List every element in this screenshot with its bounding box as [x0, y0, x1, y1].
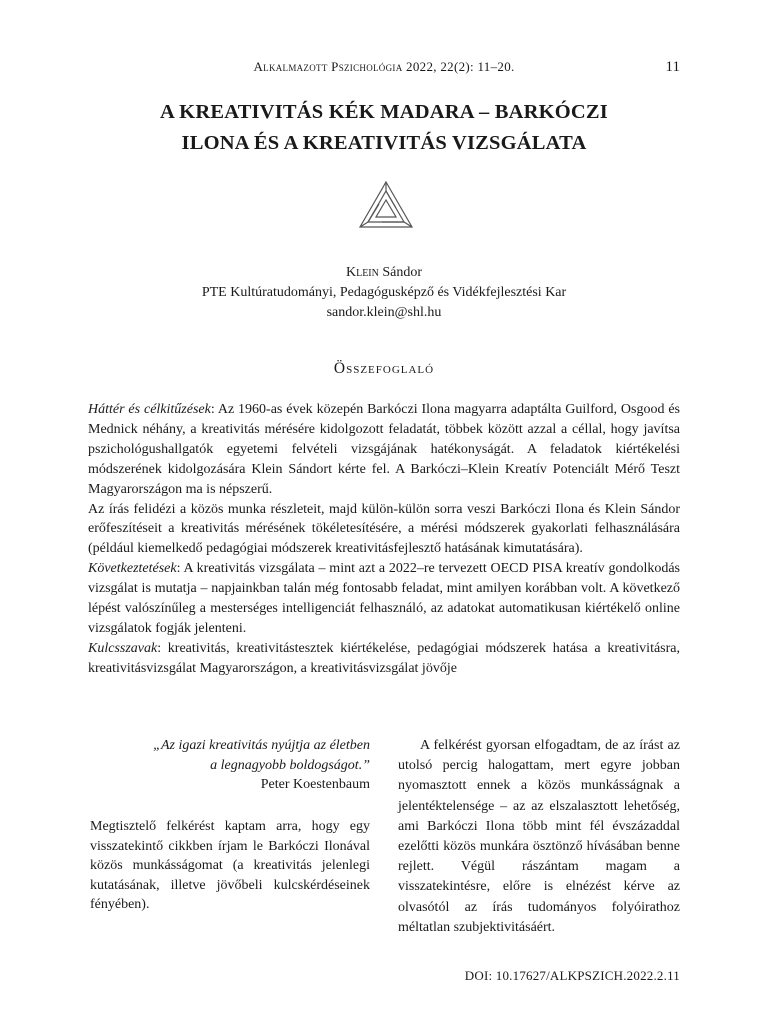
author-affiliation: PTE Kultúratudományi, Pedagógusképző és Vidékfejlesztési Kar	[201, 285, 567, 300]
abstract-background	[88, 400, 680, 500]
keywords-label: Kulcsszavak	[88, 640, 158, 656]
background-label: Háttér és célkitűzések	[88, 402, 211, 417]
conclusions-text: : A kreativitás vizsgálata – mint azt a 2022–re tervezett OECD PISA kreatív gondolkodás vizsgálat is mutatja – napjainkban talán még fontosabb feladat, mint amilyen korábban volt. A következő lépést valószínűleg a mesterséges intelligenciát felhasználó, az adatokat automatikusan kiértékelő online vizsgálatok fogják jelenteni.	[88, 561, 680, 636]
right-column	[398, 736, 680, 938]
left-paragraph: Megtisztelő felkérést kaptam arra, hogy egy visszatekintő cikkben írjam le Barkóczi Ilonával közös munkásságomat (a kreativitás jelenlegi kutatásának, illetve jövőbeli kulcskérdéseinek fényében).	[90, 819, 370, 912]
conclusions-label: Következtetések	[88, 561, 177, 577]
left-column	[90, 817, 370, 915]
author-name	[90, 263, 678, 283]
doi-footer: DOI: 10.17627/ALKPSZICH.2022.2.11	[464, 968, 680, 983]
author-email: sandor.klein@shl.hu	[326, 305, 442, 320]
author-given-name: Sándor	[382, 265, 423, 280]
epigraph-quote-line-2: a legnagyobb boldogságot.”	[210, 757, 370, 773]
running-head: Alkalmazott Pszichológia 2022, 22(2): 11–20.	[253, 59, 515, 74]
author-surname: Klein	[345, 265, 379, 280]
epigraph-attribution: Peter Koestenbaum	[260, 777, 370, 792]
page-number: 11	[665, 59, 680, 75]
background-text: : Az 1960-as évek közepén Barkóczi Ilona magyarra adaptálta Guilford, Osgood és Mednick néhány, a kreativitás mérésére kidolgozott feladatát, többek között azzal a céllal, hogy javítsa pszichológushallgatók egyetemi felvételi vizsgájának hatékonyságát. A feladatok kiértékelési módszerének kidolgozására Klein Sándort kérte fel. A Barkóczi–Klein Kreatív Potenciált Mérő Teszt Magyarországon ma is népszerű.	[88, 402, 681, 497]
abstract	[88, 400, 680, 679]
impossible-triangle-logo-icon	[358, 180, 414, 230]
title-line-2: ILONA ÉS A KREATIVITÁS VIZSGÁLATA	[181, 132, 587, 154]
abstract-keywords	[88, 639, 680, 679]
article-title	[90, 97, 678, 159]
abstract-heading: Összefoglaló	[333, 360, 435, 377]
epigraph-quote-line-1: „Az igazi kreativitás nyújtja az életben	[153, 738, 370, 753]
keywords-text: : kreativitás, kreativitástesztek kiértékelése, pedagógiai módszerek hatása a kreativitásra, kreativitásvizsgálat Magyarországon, a kreativitásvizsgálat jövője	[88, 640, 680, 676]
abstract-body: Az írás felidézi a közös munka részleteit, majd külön-külön sorra veszi Barkóczi Ilona és Klein Sándor erőfeszítéseit a kreativitás mérésének tökéletesítésére, a mérési módszerek gyakorlati felhasználására (például kiemelkedő pedagógiai módszerek kreativitásfejlesztő hatásának kimutatására).	[88, 501, 680, 557]
title-line-1: A KREATIVITÁS KÉK MADARA – BARKÓCZI	[159, 101, 608, 123]
abstract-conclusions	[88, 559, 680, 639]
author-block	[90, 263, 678, 323]
right-paragraph: A felkérést gyorsan elfogadtam, de az írást az utolsó percig halogattam, mert egyre jobban nyomasztott ennek a közös munkásságnak a jelentéktelensége – az az elszalasztott lehetőség, ami Barkóczi Ilona több mint fél évszázaddal ezelőtti közös munkára ösztönző hívásában benne rejlett. Végül rászántam magam a visszatekintésre, előre is elnézést kérve az olvasótól az írás tudományos folyóirathoz méltatlan szubjektivitásáért.	[398, 738, 680, 935]
epigraph	[90, 736, 370, 795]
